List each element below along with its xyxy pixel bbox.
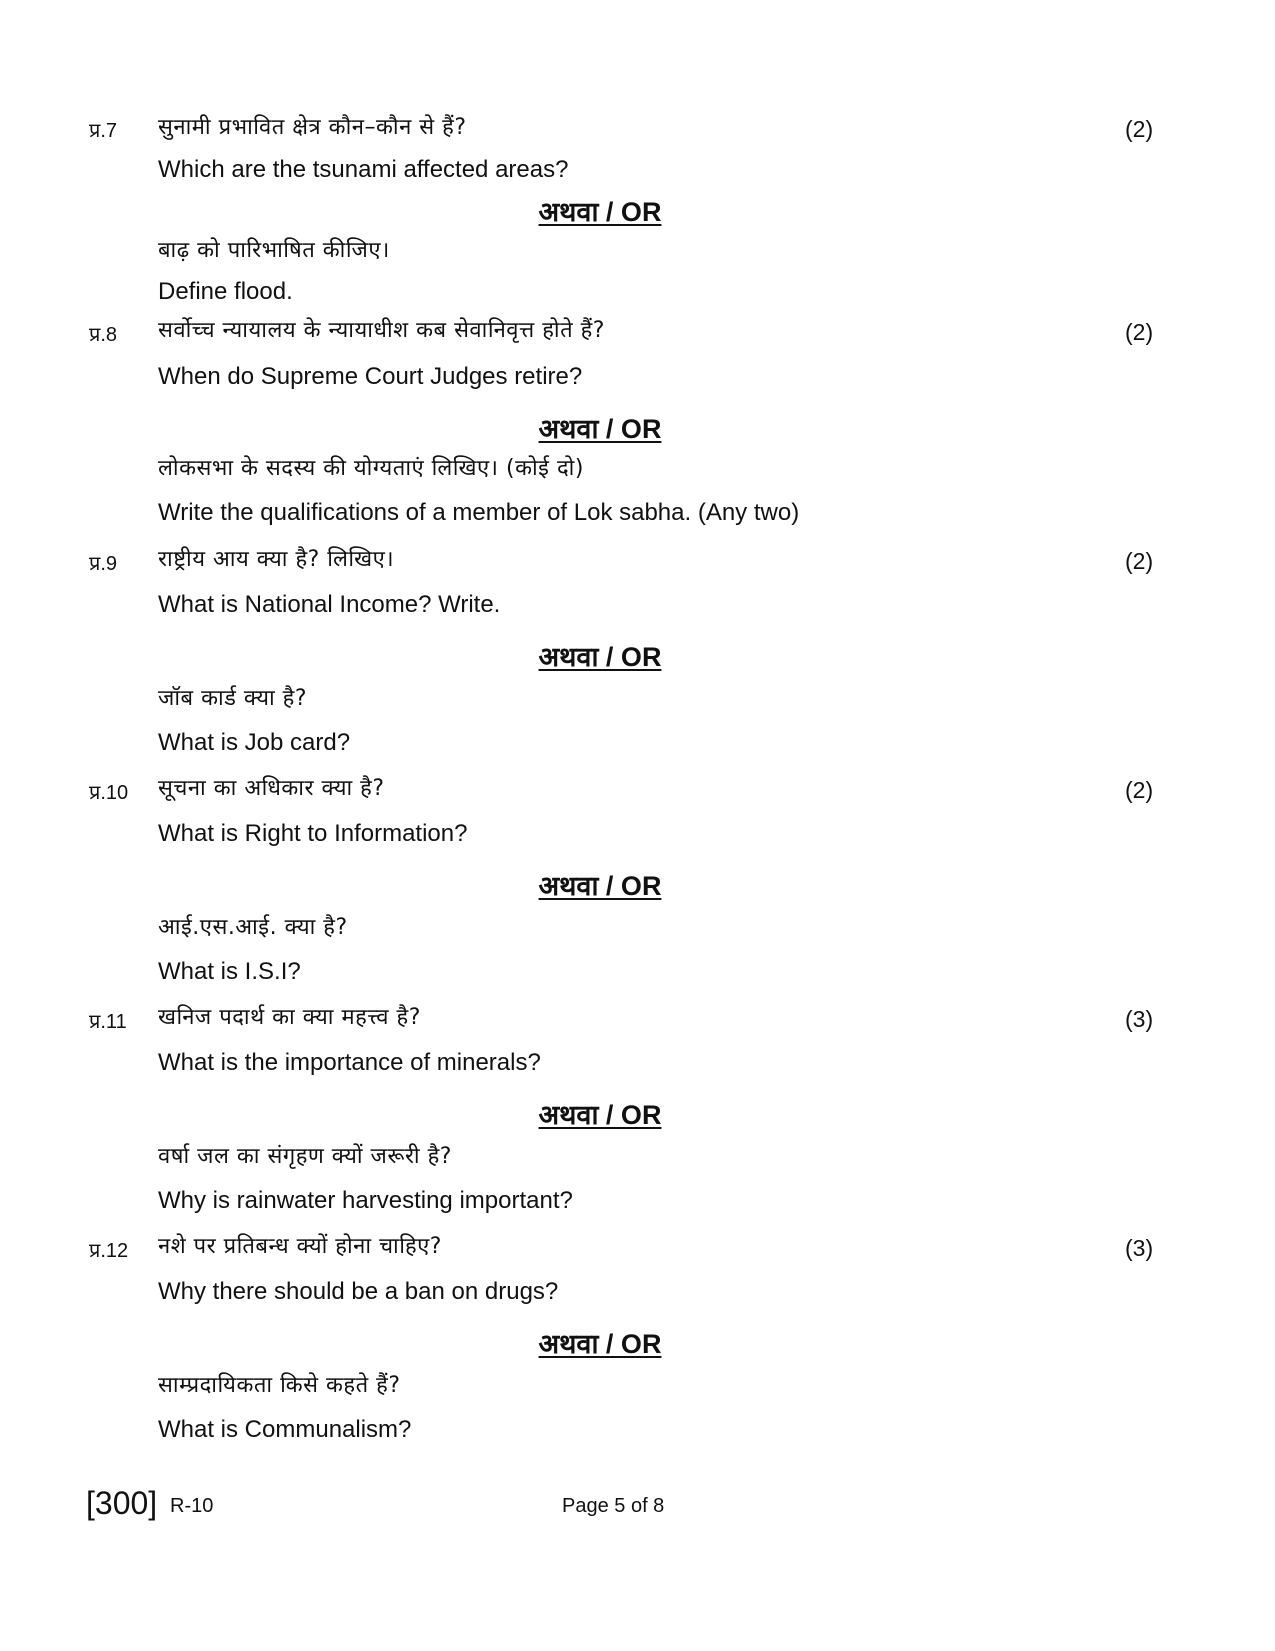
or-divider: अथवा / OR — [538, 1100, 662, 1130]
or-divider: अथवा / OR — [538, 197, 662, 227]
paper-subcode: R-10 — [170, 1495, 214, 1517]
question-english: Why there should be a ban on drugs? — [158, 1278, 559, 1305]
question-number: प्र.11 — [89, 1011, 127, 1033]
question-hindi: राष्ट्रीय आय क्या है? लिखिए। — [158, 547, 395, 572]
alternative-english: Define flood. — [158, 278, 293, 305]
alternative-hindi: वर्षा जल का संगृहण क्यों जरूरी है? — [158, 1144, 452, 1169]
alternative-hindi: आई.एस.आई. क्या है? — [158, 915, 348, 940]
or-divider: अथवा / OR — [538, 414, 662, 444]
question-english: Which are the tsunami affected areas? — [158, 156, 569, 183]
question-number: प्र.10 — [89, 782, 129, 804]
alternative-english: Why is rainwater harvesting important? — [158, 1187, 573, 1214]
alternative-english: Write the qualifications of a member of Lok sabha. (Any two) — [158, 499, 800, 526]
alternative-hindi: जॉब कार्ड क्या है? — [158, 686, 308, 711]
question-english: What is Right to Information? — [158, 820, 468, 847]
question-hindi: सर्वोच्च न्यायालय के न्यायाधीश कब सेवानिवृत्त होते हैं? — [158, 318, 605, 343]
alternative-english: What is Job card? — [158, 729, 351, 756]
page-number: Page 5 of 8 — [562, 1495, 665, 1517]
alternative-hindi: साम्प्रदायिकता किसे कहते हैं? — [158, 1373, 401, 1398]
paper-code: [300] — [86, 1485, 158, 1521]
alternative-hindi: बाढ़ को पारिभाषित कीजिए। — [158, 238, 390, 263]
question-marks: (2) — [1125, 116, 1154, 142]
alternative-english: What is Communalism? — [158, 1416, 412, 1443]
question-hindi: सुनामी प्रभावित क्षेत्र कौन–कौन से हैं? — [158, 115, 467, 140]
question-number: प्र.12 — [89, 1240, 129, 1262]
question-english: When do Supreme Court Judges retire? — [158, 363, 583, 390]
alternative-hindi: लोकसभा के सदस्य की योग्यताएं लिखिए। (कोई दो) — [158, 456, 584, 481]
question-hindi: सूचना का अधिकार क्या है? — [158, 776, 385, 801]
question-hindi: नशे पर प्रतिबन्ध क्यों होना चाहिए? — [158, 1234, 442, 1259]
question-marks: (2) — [1125, 319, 1154, 345]
question-number: प्र.8 — [89, 324, 118, 346]
question-number: प्र.9 — [89, 553, 118, 575]
alternative-english: What is I.S.I? — [158, 958, 301, 985]
or-divider: अथवा / OR — [538, 871, 662, 901]
or-divider: अथवा / OR — [538, 1329, 662, 1359]
question-english: What is the importance of minerals? — [158, 1049, 541, 1076]
or-divider: अथवा / OR — [538, 642, 662, 672]
question-marks: (3) — [1125, 1006, 1154, 1032]
question-english: What is National Income? Write. — [158, 591, 501, 618]
question-marks: (2) — [1125, 777, 1154, 803]
question-number: प्र.7 — [89, 120, 118, 142]
question-marks: (2) — [1125, 548, 1154, 574]
question-hindi: खनिज पदार्थ का क्या महत्त्व है? — [158, 1005, 421, 1030]
question-marks: (3) — [1125, 1235, 1154, 1261]
